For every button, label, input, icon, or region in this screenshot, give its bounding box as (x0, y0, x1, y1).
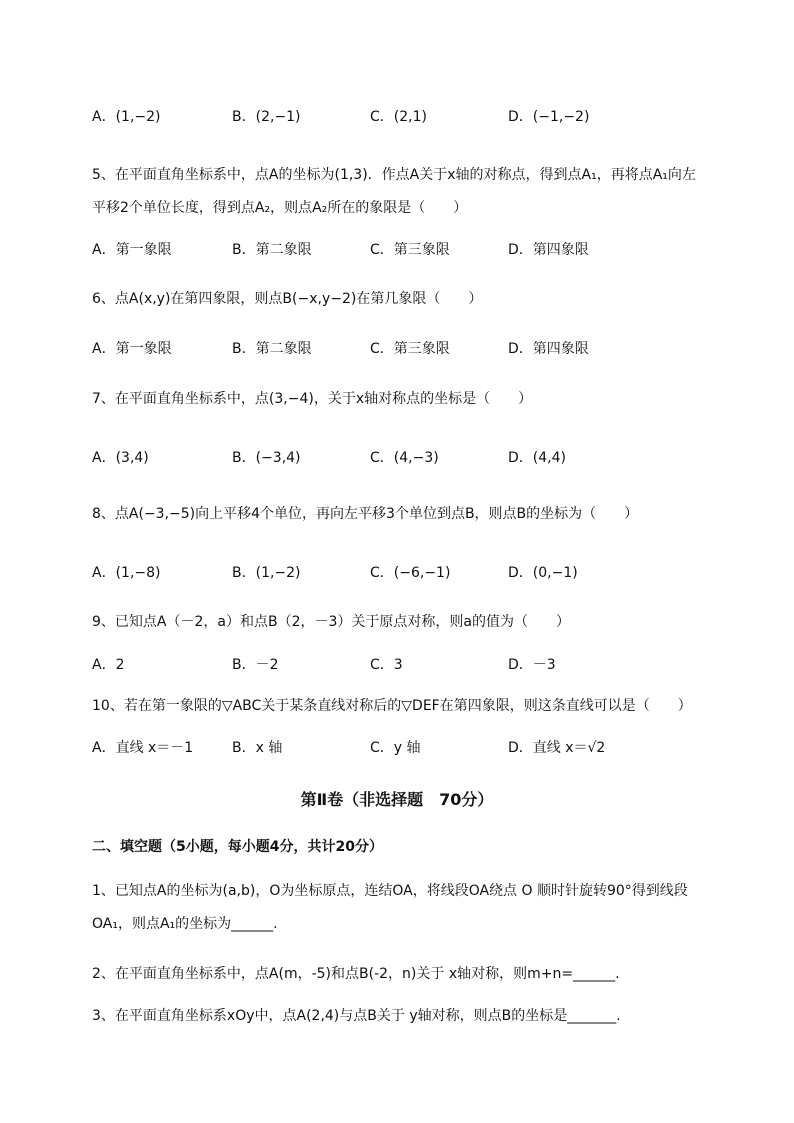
q5-option-a: A．第一象限 (92, 242, 172, 258)
q10-option-c: C．y 轴 (370, 740, 421, 756)
q5-stem-line1: 5、在平面直角坐标系中，点A的坐标为(1,3)．作点A关于x轴的对称点，得到点A₁，再将点A₁向左 (92, 167, 696, 183)
q9-option-b: B．－2 (232, 657, 279, 673)
q7-options (92, 448, 732, 468)
q6-option-b: B．第二象限 (232, 341, 312, 357)
q4-option-c: C．(2,1) (370, 109, 427, 125)
q5-option-c: C．第三象限 (370, 242, 450, 258)
fill-in-heading: 二、填空题（5小题，每小题4分，共计20分） (92, 839, 383, 855)
q9-options (92, 655, 732, 675)
q6-stem: 6、点A(x,y)在第四象限，则点B(−x,y−2)在第几象限（ ） (92, 291, 483, 307)
fill1-stem-line2: OA₁，则点A₁的坐标为______. (92, 916, 278, 932)
q10-option-a: A．直线 x＝－1 (92, 740, 194, 756)
fill1-stem-line1: 1、已知点A的坐标为(a,b)，O为坐标原点，连结OA，将线段OA绕点 O 顺时针旋转90°得到线段 (92, 883, 688, 899)
q5-option-d: D．第四象限 (508, 242, 589, 258)
q6-option-d: D．第四象限 (508, 341, 589, 357)
q4-option-a: A．(1,−2) (92, 109, 161, 125)
q7-option-c: C．(4,−3) (370, 450, 439, 466)
q8-options (92, 563, 732, 583)
fill3-stem: 3、在平面直角坐标系xOy中，点A(2,4)与点B关于 y轴对称，则点B的坐标是_______. (92, 1008, 621, 1024)
q9-option-d: D．－3 (508, 657, 556, 673)
q8-option-a: A．(1,−8) (92, 565, 161, 581)
q4-option-b: B．(2,−1) (232, 109, 301, 125)
q9-option-c: C．3 (370, 657, 403, 673)
q8-option-c: C．(−6,−1) (370, 565, 451, 581)
q6-options (92, 339, 732, 359)
q5-option-b: B．第二象限 (232, 242, 312, 258)
q5-stem-line2: 平移2个单位长度，得到点A₂，则点A₂所在的象限是（ ） (92, 200, 468, 216)
q10-option-b: B．x 轴 (232, 740, 283, 756)
q4-options (92, 107, 732, 127)
q10-stem: 10、若在第一象限的▽ABC关于某条直线对称后的▽DEF在第四象限，则这条直线可以是（ ） (92, 698, 692, 714)
q8-stem: 8、点A(−3,−5)向上平移4个单位，再向左平移3个单位到点B，则点B的坐标为（ ） (92, 506, 639, 522)
q9-option-a: A．2 (92, 657, 125, 673)
q6-option-c: C．第三象限 (370, 341, 450, 357)
q10-options (92, 738, 732, 758)
q7-stem: 7、在平面直角坐标系中，点(3,−4)，关于x轴对称点的坐标是（ ） (92, 391, 533, 407)
q7-option-d: D．(4,4) (508, 450, 566, 466)
q4-option-d: D．(−1,−2) (508, 109, 590, 125)
section-2-title: 第Ⅱ卷（非选择题 70分） (300, 790, 494, 809)
q7-option-b: B．(−3,4) (232, 450, 301, 466)
fill2-stem: 2、在平面直角坐标系中，点A(m，-5)和点B(-2，n)关于 x轴对称，则m+n=______. (92, 966, 620, 982)
q10-option-d: D．直线 x＝√2 (508, 740, 606, 756)
q6-option-a: A．第一象限 (92, 341, 172, 357)
q8-option-d: D．(0,−1) (508, 565, 578, 581)
q7-option-a: A．(3,4) (92, 450, 149, 466)
q5-options (92, 240, 732, 260)
q8-option-b: B．(1,−2) (232, 565, 301, 581)
q9-stem: 9、已知点A（－2，a）和点B（2，－3）关于原点对称，则a的值为（ ） (92, 614, 570, 630)
